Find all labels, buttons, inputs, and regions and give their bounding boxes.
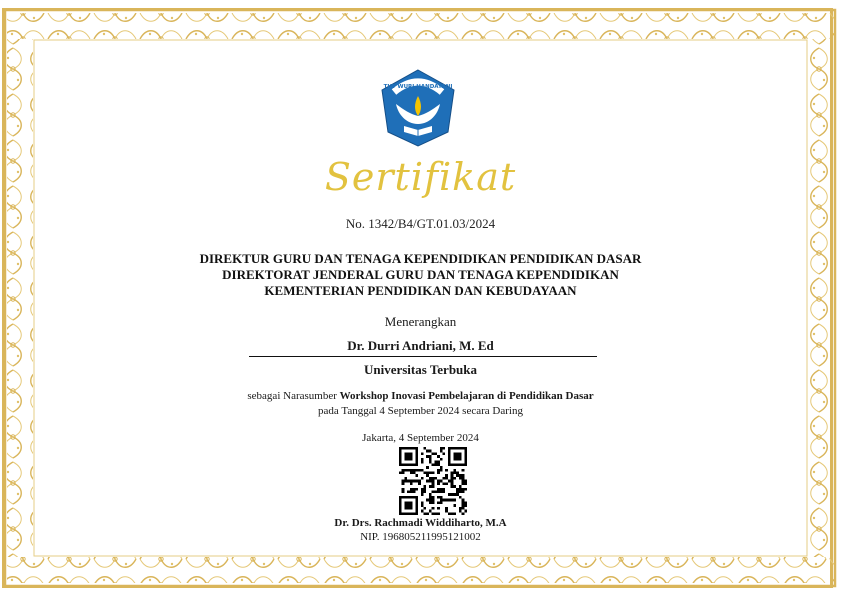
event-date-line: pada Tanggal 4 September 2024 secara Daring — [318, 405, 523, 417]
role-prefix: sebagai Narasumber — [247, 390, 340, 402]
signer-nip: NIP. 196805211995121002 — [360, 531, 481, 543]
signer-name: Dr. Drs. Rachmadi Widdiharto, M.A — [334, 517, 507, 529]
name-underline — [249, 356, 597, 357]
certificate-number: No. 1342/B4/GT.01.03/2024 — [345, 216, 496, 231]
role-line — [0, 390, 841, 402]
recipient-institution: Universitas Terbuka — [363, 362, 478, 377]
issuer-heading-line: DIREKTUR GURU DAN TENAGA KEPENDIDIKAN PENDIDIKAN DASAR — [199, 251, 642, 266]
qr-code — [399, 447, 467, 515]
logo-motto: TUT WURI HANDAYANI — [383, 84, 453, 90]
place-date: Jakarta, 4 September 2024 — [362, 432, 479, 444]
recipient-name: Dr. Durri Andriani, M. Ed — [347, 338, 494, 353]
certificate-title: Sertifikat — [324, 155, 517, 199]
issuer-heading-line: KEMENTERIAN PENDIDIKAN DAN KEBUDAYAAN — [264, 283, 577, 298]
issuer-heading-line: DIREKTORAT JENDERAL GURU DAN TENAGA KEPENDIDIKAN — [222, 267, 619, 282]
menerangkan-label: Menerangkan — [384, 314, 457, 329]
tut-wuri-handayani-logo — [376, 66, 460, 150]
issuer-heading — [0, 251, 841, 299]
event-name: Workshop Inovasi Pembelajaran di Pendidikan Dasar — [339, 390, 594, 402]
